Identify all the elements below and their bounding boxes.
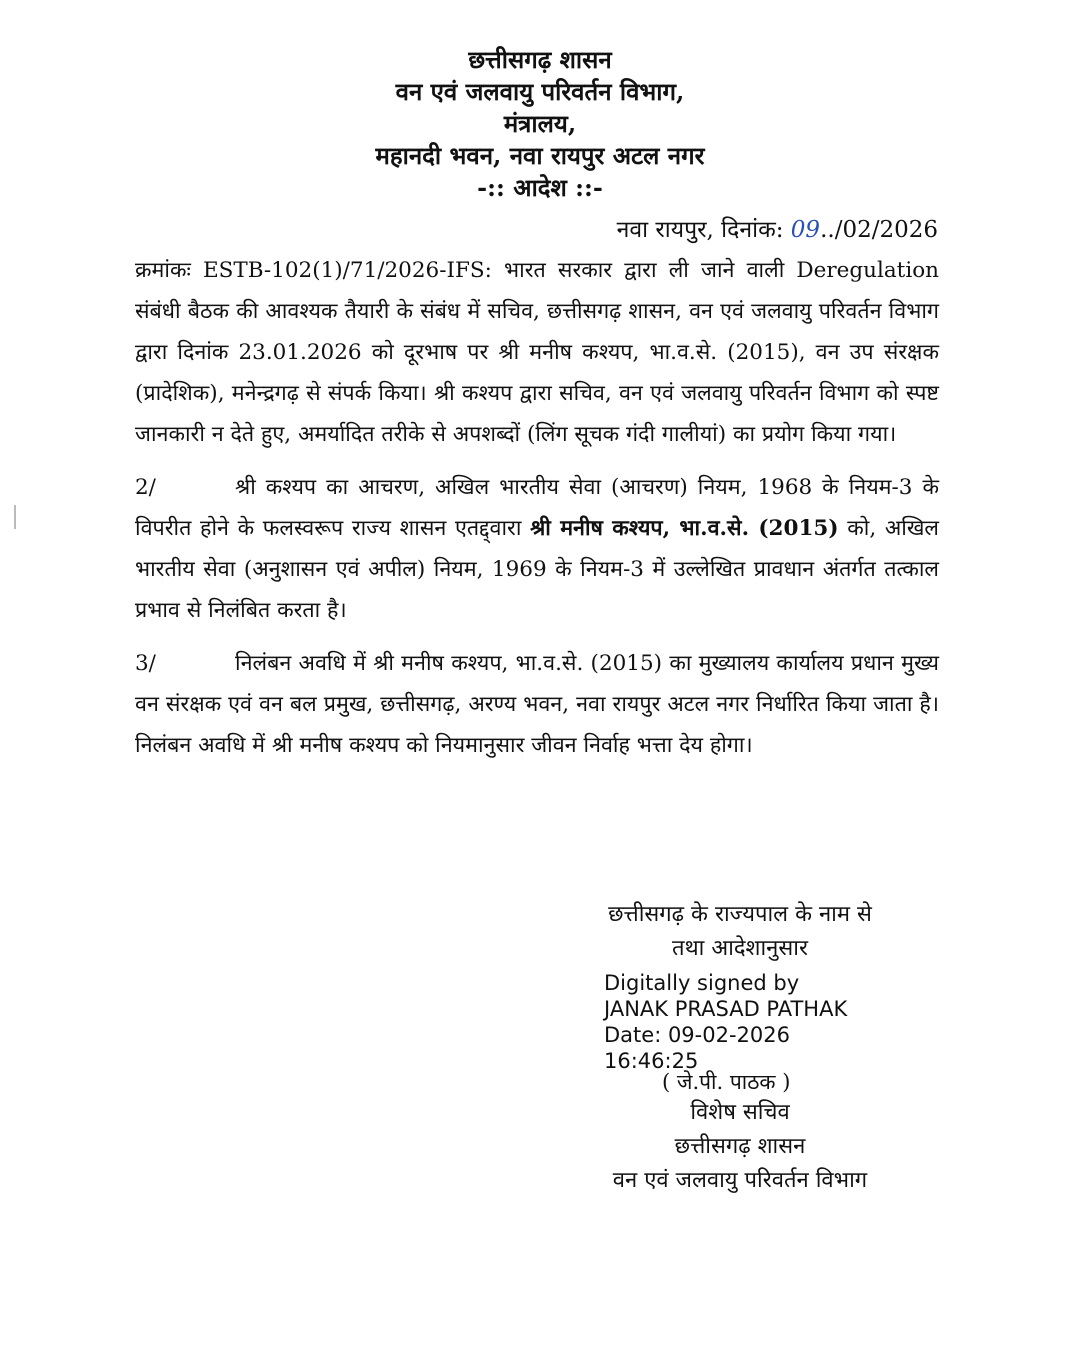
signatory-org-1: छत्तीसगढ़ शासन bbox=[674, 1134, 806, 1159]
paragraph-1: क्रमांकः ESTB-102(1)/71/2026-IFS: भारत सरकार द्वारा ली जाने वाली Deregulation संबंधी बैठक की आवश्यक तैयारी के संबंध में सचिव, छत्तीसगढ़ शासन, वन एवं जलवायु परिवर्तन विभाग द्वारा दिनांक 23.01.2026 को दूरभाष पर श्री मनीष कश्यप, भा.व.से. (2015), वन उप संरक्षक (प्रादेशिक), मनेन्द्रगढ़ से संपर्क किया। श्री कश्यप द्वारा सचिव, वन एवं जलवायु परिवर्तन विभाग को स्पष्ट जानकारी न देते हुए, अमर्यादित तरीके से अपशब्दों (लिंग सूचक गंदी गालीयां) का प्रयोग किया गया। bbox=[135, 258, 939, 447]
date-prefix: नवा रायपुर, दिनांक: bbox=[616, 217, 791, 243]
date-suffix: ../02/2026 bbox=[820, 217, 938, 243]
signatory-name: ( जे.पी. पाठक ) bbox=[662, 1070, 791, 1094]
document-header bbox=[0, 44, 1080, 204]
paragraph-3 bbox=[135, 643, 939, 766]
paragraph-3-number: 3/ bbox=[135, 651, 156, 676]
signatory-details bbox=[560, 1096, 920, 1198]
signature-authority bbox=[560, 898, 920, 966]
paragraph-2-text-b: को, अखिल भारतीय सेवा (अनुशासन एवं अपील) नियम, 1969 के नियम-3 में उल्लेखित प्रावधान अंतर्गत तत्काल प्रभाव से निलंबित करता है। bbox=[135, 516, 939, 623]
digital-signature-signer: JANAK PRASAD PATHAK bbox=[604, 997, 848, 1021]
digital-signature-time: 16:46:25 bbox=[604, 1049, 699, 1073]
header-order-title: -:: आदेश ::- bbox=[477, 173, 603, 202]
digital-signature-line-1: Digitally signed by bbox=[604, 971, 800, 995]
header-government: छत्तीसगढ़ शासन bbox=[468, 45, 612, 74]
digital-signature-date: Date: 09-02-2026 bbox=[604, 1023, 790, 1047]
order-date bbox=[617, 212, 938, 244]
header-address: महानदी भवन, नवा रायपुर अटल नगर bbox=[375, 141, 705, 170]
header-ministry: मंत्रालय, bbox=[503, 109, 577, 138]
digital-signature-stamp bbox=[604, 970, 847, 1074]
date-day-handwritten: 09 bbox=[790, 217, 821, 243]
signature-line-1: छत्तीसगढ़ के राज्यपाल के नाम से bbox=[608, 902, 872, 927]
scan-margin-mark bbox=[14, 505, 16, 529]
order-body bbox=[135, 250, 939, 778]
paragraph-2-text-a: श्री कश्यप का आचरण, अखिल भारतीय सेवा (आचरण) नियम, 1968 के नियम-3 के विपरीत होने के फलस्वरूप राज्य शासन एतद्द्वारा bbox=[135, 475, 939, 541]
paragraph-2-number: 2/ bbox=[135, 475, 156, 500]
paragraph-3-text: निलंबन अवधि में श्री मनीष कश्यप, भा.व.से. (2015) का मुख्यालय कार्यालय प्रधान मुख्य वन संरक्षक एवं वन बल प्रमुख, छत्तीसगढ़, अरण्य भवन, नवा रायपुर अटल नगर निर्धारित किया जाता है। निलंबन अवधि में श्री मनीष कश्यप को नियमानुसार जीवन निर्वाह भत्ता देय होगा। bbox=[135, 651, 939, 758]
paragraph-2 bbox=[135, 467, 939, 631]
header-department: वन एवं जलवायु परिवर्तन विभाग, bbox=[395, 77, 685, 106]
signature-line-2: तथा आदेशानुसार bbox=[672, 936, 808, 961]
paragraph-2-officer-name: श्री मनीष कश्यप, भा.व.से. (2015) bbox=[530, 516, 839, 541]
signatory-designation: विशेष सचिव bbox=[690, 1100, 790, 1125]
signatory-org-2: वन एवं जलवायु परिवर्तन विभाग bbox=[612, 1168, 868, 1193]
